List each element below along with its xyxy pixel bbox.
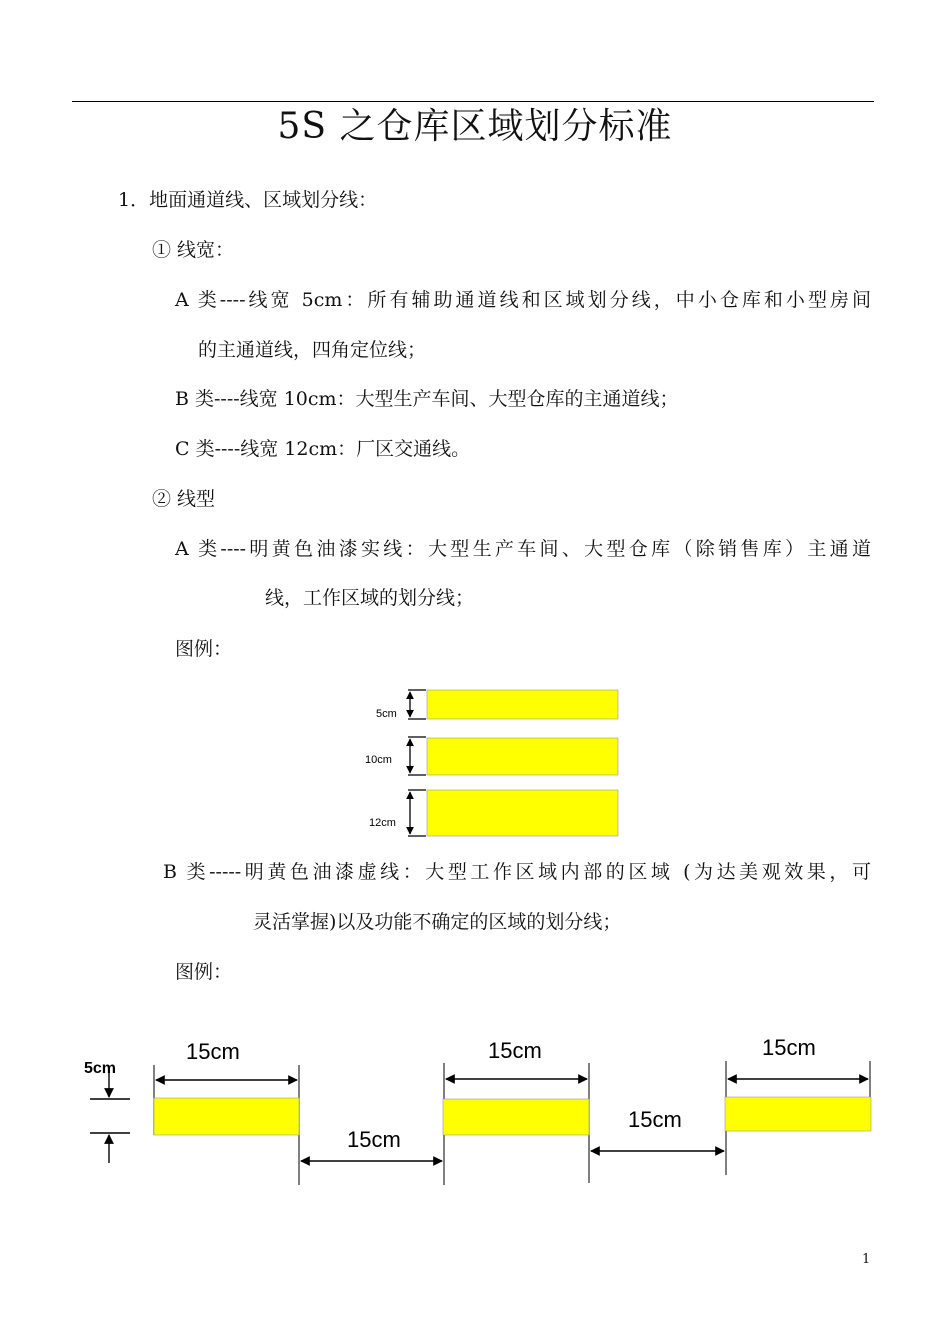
subheading-line-width: ① 线宽：	[152, 239, 235, 261]
label-width-5cm: 5cm	[84, 1060, 117, 1077]
class-a-type-line2: 线，工作区域的划分线；	[265, 587, 475, 609]
label-5cm: 5cm	[376, 708, 397, 720]
class-c-width: C 类----线宽 12cm：厂区交通线。	[175, 438, 471, 460]
dash-segment-2	[443, 1099, 589, 1135]
class-a-type-line1: A 类----明黄色油漆实线：大型生产车间、大型仓库（除销售库）主通道	[175, 538, 871, 560]
page-number: 1	[862, 1252, 871, 1267]
label-gap-1: 15cm	[347, 1127, 401, 1152]
dash-segment-1	[154, 1098, 299, 1135]
line-width-figure	[360, 685, 630, 845]
label-10cm: 10cm	[365, 754, 392, 766]
legend-label-1: 图例：	[175, 638, 233, 660]
label-gap-2: 15cm	[628, 1107, 682, 1132]
line-sample-12cm	[427, 790, 618, 836]
section-heading-1: 1．地面通道线、区域划分线：	[118, 189, 378, 211]
label-12cm: 12cm	[369, 817, 396, 829]
subheading-line-type: ② 线型	[152, 488, 216, 510]
class-a-width-line2: 的主通道线，四角定位线；	[198, 339, 427, 361]
label-dash-2: 15cm	[488, 1038, 542, 1063]
class-a-width-line1: A 类----线宽 5cm：所有辅助通道线和区域划分线，中小仓库和小型房间	[175, 289, 871, 311]
label-dash-1: 15cm	[186, 1039, 240, 1064]
page-title: 5S 之仓库区域划分标准	[277, 106, 673, 147]
class-b-width: B 类----线宽 10cm：大型生产车间、大型仓库的主通道线；	[175, 388, 679, 410]
class-b-type-line2: 灵活掌握)以及功能不确定的区域的划分线；	[253, 911, 622, 933]
class-b-type-line1: B 类-----明黄色油漆虚线：大型工作区域内部的区域 (为达美观效果，可	[163, 861, 871, 883]
dashed-line-figure	[70, 1025, 890, 1195]
line-sample-5cm	[427, 690, 618, 719]
dash-segment-3	[725, 1097, 871, 1131]
line-sample-10cm	[427, 738, 618, 775]
label-dash-3: 15cm	[762, 1035, 816, 1060]
legend-label-2: 图例：	[175, 961, 233, 983]
